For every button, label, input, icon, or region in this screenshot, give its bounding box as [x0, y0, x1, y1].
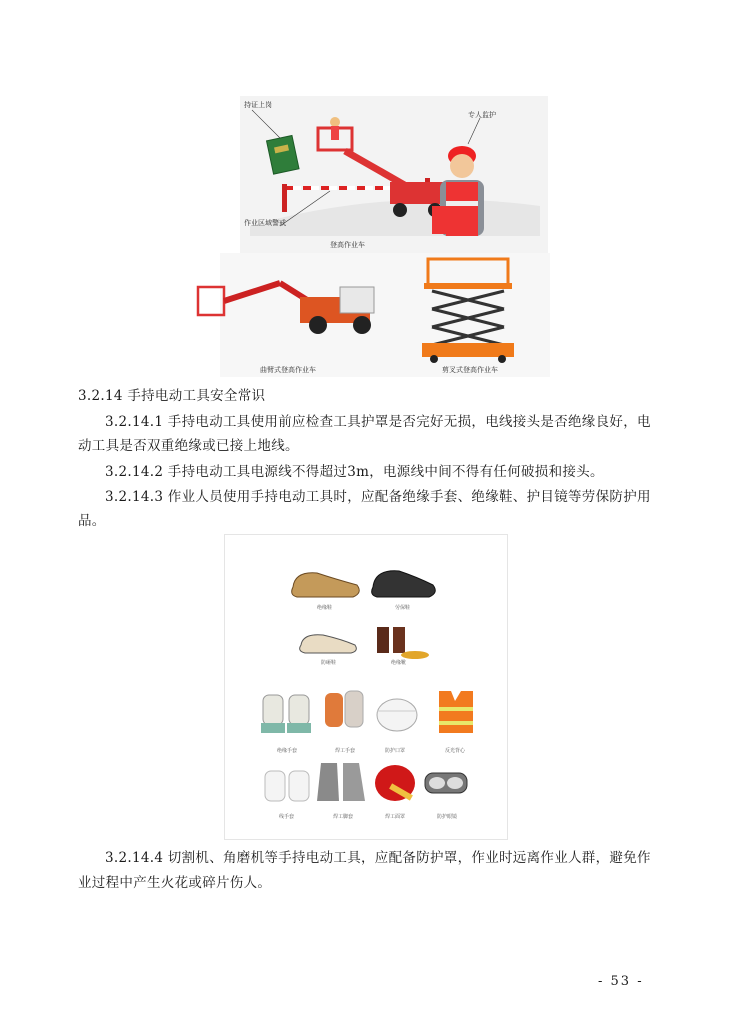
label-zone: 作业区域警戒 [244, 219, 286, 227]
protective-shoe-icon [300, 635, 357, 653]
ppe-label: 焊工面罩 [385, 814, 406, 820]
figure-aerial-vehicle-scene [240, 96, 548, 256]
lift-types-illustration [190, 253, 550, 377]
paragraph-3-2-14-3-line1: 3.2.14.3 作业人员使用手持电动工具时，应配备绝缘手套、绝缘鞋、护目镜等劳保防护用 [105, 489, 651, 505]
figure-ppe-grid [224, 534, 508, 840]
section-heading: 3.2.14 手持电动工具安全常识 [78, 388, 266, 404]
ppe-label: 防砸鞋 [321, 660, 337, 666]
page-number: - 53 - [598, 974, 644, 989]
ppe-label: 劳保鞋 [395, 605, 411, 611]
aerial-vehicle-illustration [240, 96, 548, 256]
paragraph-3-2-14-3-line2: 品。 [78, 513, 106, 529]
cotton-gloves-icon [265, 771, 309, 801]
reflective-vest-icon [439, 691, 473, 733]
paragraph-3-2-14-1-line1: 3.2.14.1 手持电动工具使用前应检查工具护罩是否完好无损，电线接头是否绝缘良好，电 [105, 414, 651, 430]
ppe-label: 防护眼镜 [437, 814, 458, 820]
label-certificate: 持证上岗 [244, 101, 272, 109]
paragraph-3-2-14-4-line2: 业过程中产生火花或碎片伤人。 [78, 875, 272, 891]
ppe-label: 焊工手套 [335, 748, 356, 754]
ppe-label: 反光背心 [445, 748, 466, 754]
ppe-label: 绝缘手套 [277, 748, 298, 754]
welding-gloves-icon [325, 691, 363, 727]
paragraph-3-2-14-2: 3.2.14.2 手持电动工具电源线不得超过3m，电源线中间不得有任何破损和接头。 [105, 464, 604, 480]
ppe-label: 绝缘靴 [391, 660, 407, 666]
figure2-caption-left: 曲臂式登高作业车 [260, 366, 316, 374]
ppe-label: 线手套 [279, 814, 295, 820]
figure2-caption-right: 剪叉式登高作业车 [442, 366, 498, 374]
safety-goggles-icon [425, 773, 467, 793]
safety-shoe-icon [372, 571, 436, 597]
figure-lift-types [190, 253, 550, 377]
insulated-shoe-icon [292, 573, 360, 597]
figure1-caption: 登高作业车 [330, 241, 365, 249]
welding-leggings-icon [317, 763, 365, 801]
insulated-gloves-icon [261, 695, 311, 733]
paragraph-3-2-14-4-line1: 3.2.14.4 切割机、角磨机等手持电动工具，应配备防护罩，作业时远离作业人群，避免作 [105, 850, 651, 866]
label-supervisor: 专人监护 [468, 111, 496, 119]
dust-mask-icon [377, 699, 417, 731]
paragraph-3-2-14-1-line2: 动工具是否双重绝缘或已接上地线。 [78, 438, 299, 454]
insulated-boots-icon [377, 627, 429, 659]
ppe-label: 绝缘鞋 [317, 605, 333, 611]
welding-mask-icon [375, 765, 415, 801]
ppe-illustration [225, 535, 507, 839]
ppe-label: 焊工脚套 [333, 814, 354, 820]
ppe-label: 防护口罩 [385, 748, 406, 754]
